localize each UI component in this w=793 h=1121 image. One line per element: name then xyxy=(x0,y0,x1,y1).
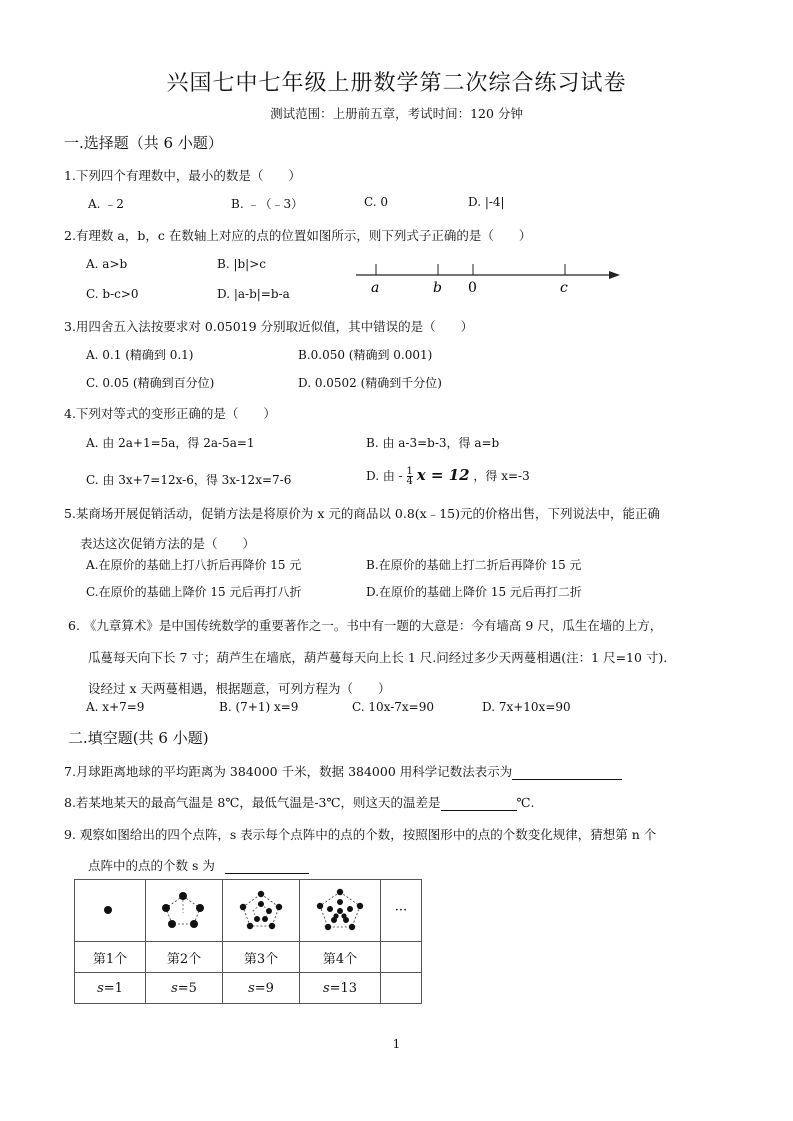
lattice-count-2 xyxy=(146,973,223,1004)
q9-answer-blank[interactable] xyxy=(225,859,309,874)
s-value-3: =9 xyxy=(254,980,274,996)
question-8-stem: 8.若某地某天的最高气温是 8℃，最低气温是-3℃，则这天的温差是 xyxy=(64,795,441,810)
q5-option-d: D.在原价的基础上降价 15 元后再打二折 xyxy=(366,585,582,599)
question-6-line3: 设经过 x 天两蔓相遇，根据题意，可列方程为（ ） xyxy=(88,681,391,696)
question-1-stem: 1.下列四个有理数中，最小的数是（ ） xyxy=(64,168,301,183)
lattice-count-1 xyxy=(75,973,146,1004)
question-4-stem: 4.下列对等式的变形正确的是（ ） xyxy=(64,406,276,421)
question-9-line2-wrap xyxy=(88,856,309,874)
q8-unit: ℃. xyxy=(516,795,535,810)
s-value-4: =13 xyxy=(329,980,358,996)
exam-info: 测试范围：上册前五章，考试时间：120 分钟 xyxy=(270,106,523,121)
lattice-label-empty xyxy=(381,942,422,973)
question-7-line xyxy=(64,762,622,780)
axis-label-c: c xyxy=(560,280,568,296)
lattice-3-cell xyxy=(223,880,300,942)
ellipsis: ··· xyxy=(394,903,408,918)
question-3-stem: 3.用四舍五入法按要求对 0.05019 分别取近似值，其中错误的是（ ） xyxy=(64,319,474,334)
q1-option-a: A. ﹣2 xyxy=(88,197,124,211)
q4-option-a: A. 由 2a+1=5a，得 2a-5a=1 xyxy=(86,436,255,450)
q4-d-prefix: D. 由 - xyxy=(366,469,403,483)
lattice-1-dots xyxy=(75,880,145,937)
axis-label-b: b xyxy=(433,280,442,296)
q2-option-b: B. |b|>c xyxy=(217,257,266,271)
q4-d-numerator: 1 xyxy=(406,466,413,477)
question-5-stem-line1: 5.某商场开展促销活动，促销方法是将原价为 x 元的商品以 0.8(x﹣15)元的价格出售，下列说法中，能正确 xyxy=(64,506,660,521)
s-variable: s xyxy=(97,980,104,996)
q4-option-c: C. 由 3x+7=12x-6，得 3x-12x=7-6 xyxy=(86,473,292,487)
s-variable: s xyxy=(322,980,330,996)
question-8-line xyxy=(64,793,534,811)
q1-option-d: D. |-4| xyxy=(468,195,505,209)
question-6-line2: 瓜蔓每天向下长 7 寸；葫芦生在墙底，葫芦蔓每天向上长 1 尺.问经过多少天两蔓相遇(注：1 尺=10 寸). xyxy=(88,650,668,665)
axis-label-zero: 0 xyxy=(468,280,477,296)
page-title: 兴国七中七年级上册数学第二次综合练习试卷 xyxy=(166,71,627,96)
lattice-4-cell xyxy=(300,880,381,942)
number-line-diagram xyxy=(350,258,625,298)
lattice-label-4: 第4个 xyxy=(300,942,381,973)
section-heading-fill-in: 二.填空题(共 6 小题) xyxy=(68,729,209,747)
q6-option-c: C. 10x-7x=90 xyxy=(352,700,434,714)
question-5-stem-line2: 表达这次促销方法的是（ ） xyxy=(80,536,256,551)
q4-d-fraction xyxy=(407,467,413,486)
dot-lattice-table xyxy=(74,879,422,1004)
lattice-2-cell xyxy=(146,880,223,942)
q1-option-b: B. ﹣（﹣3） xyxy=(231,197,304,211)
lattice-ellipsis-cell xyxy=(381,880,422,942)
q5-option-b: B.在原价的基础上打二折后再降价 15 元 xyxy=(366,558,582,572)
question-2-stem: 2.有理数 a，b，c 在数轴上对应的点的位置如图所示，则下列式子正确的是（ ） xyxy=(64,228,532,243)
lattice-count-4 xyxy=(300,973,381,1004)
section-heading-choice: 一.选择题（共 6 小题） xyxy=(64,134,223,152)
question-9-line2: 点阵中的点的个数 s 为 xyxy=(88,858,215,873)
question-7-stem: 7.月球距离地球的平均距离为 384000 千米，数据 384000 用科学记数法表示为 xyxy=(64,764,513,779)
axis-label-a: a xyxy=(371,280,380,296)
lattice-label-3: 第3个 xyxy=(223,942,300,973)
q4-option-d xyxy=(366,466,530,486)
lattice-1-cell xyxy=(75,880,146,942)
q2-option-a: A. a>b xyxy=(86,257,128,271)
q3-option-d: D. 0.0502 (精确到千分位) xyxy=(298,376,442,390)
s-variable: s xyxy=(171,980,178,996)
lattice-count-3 xyxy=(223,973,300,1004)
page-number: 1 xyxy=(392,1037,401,1051)
question-6-line1: 6. 《九章算术》是中国传统数学的重要著作之一。书中有一题的大意是：今有墙高 9 尺，瓜生在墙的上方， xyxy=(68,618,663,633)
q5-option-c: C.在原价的基础上降价 15 元后再打八折 xyxy=(86,585,302,599)
q1-option-c: C. 0 xyxy=(364,195,389,209)
lattice-2-dots xyxy=(146,880,222,937)
s-variable: s xyxy=(248,980,255,996)
q7-answer-blank[interactable] xyxy=(512,765,622,780)
q4-d-denominator: 4 xyxy=(406,476,413,487)
q2-option-d: D. |a-b|=b-a xyxy=(217,287,290,301)
q6-option-b: B. (7+1) x=9 xyxy=(219,700,299,714)
q6-option-d: D. 7x+10x=90 xyxy=(482,700,571,714)
q3-option-c: C. 0.05 (精确到百分位) xyxy=(86,376,215,390)
lattice-4-dots xyxy=(300,880,380,937)
lattice-3-dots xyxy=(223,880,299,937)
q5-option-a: A.在原价的基础上打八折后再降价 15 元 xyxy=(86,558,302,572)
q3-option-a: A. 0.1 (精确到 0.1) xyxy=(86,348,194,362)
lattice-label-2: 第2个 xyxy=(146,942,223,973)
s-value-1: =1 xyxy=(103,980,123,996)
q8-answer-blank[interactable] xyxy=(441,796,517,811)
q4-d-suffix: ，得 x=-3 xyxy=(473,469,530,483)
q4-d-equation: x = 12 xyxy=(416,466,470,484)
q3-option-b: B.0.050 (精确到 0.001) xyxy=(298,348,433,362)
lattice-count-empty xyxy=(381,973,422,1004)
question-9-line1: 9. 观察如图给出的四个点阵，s 表示每个点阵中的点的个数，按照图形中的点的个数变化规律，猜想第 n 个 xyxy=(64,827,657,842)
lattice-label-1: 第1个 xyxy=(75,942,146,973)
q4-option-b: B. 由 a-3=b-3，得 a=b xyxy=(366,436,500,450)
q6-option-a: A. x+7=9 xyxy=(86,700,145,714)
q2-option-c: C. b-c>0 xyxy=(86,287,139,301)
s-value-2: =5 xyxy=(177,980,197,996)
